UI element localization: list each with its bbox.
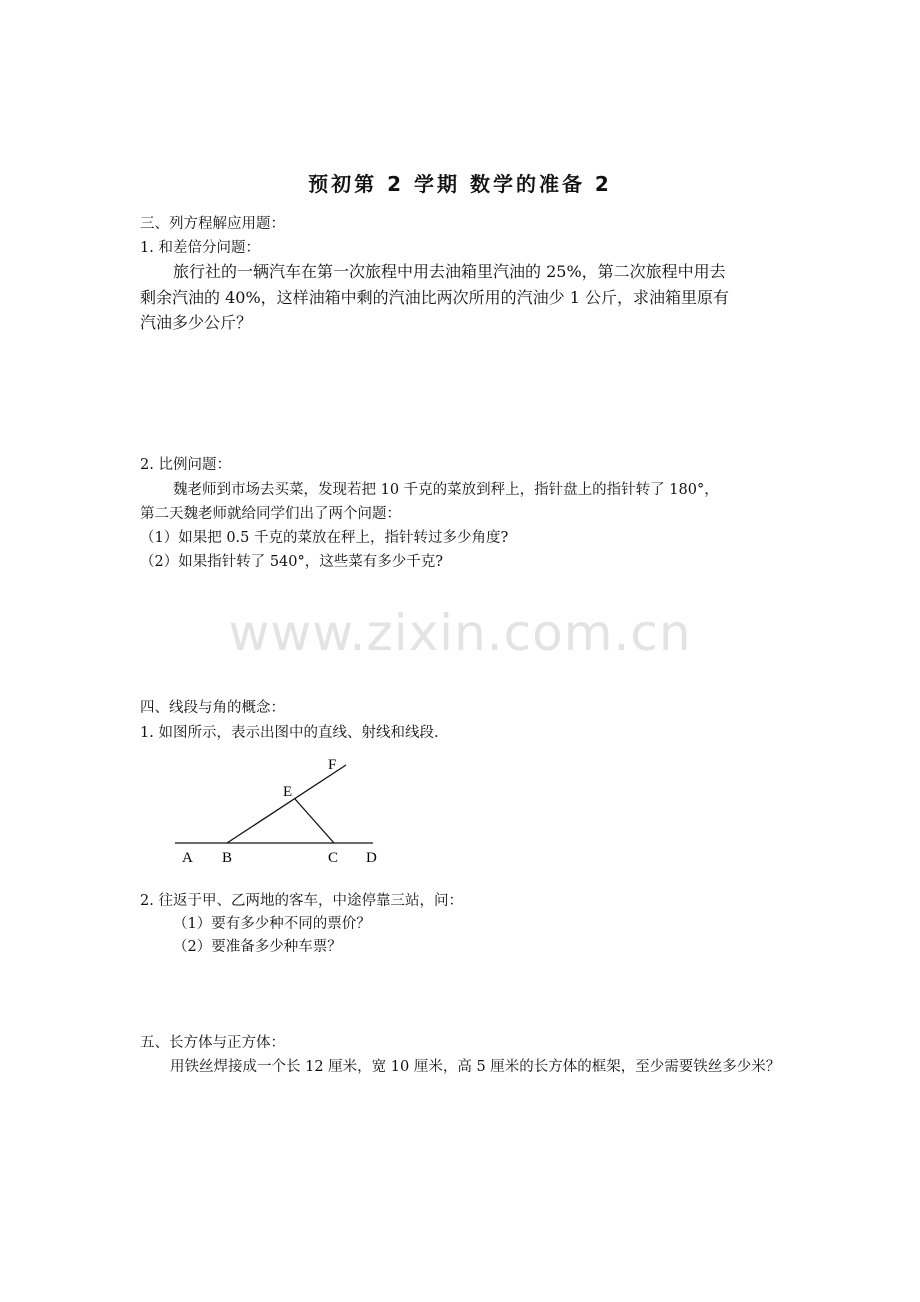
section-4-question-1: 1. 如图所示，表示出图中的直线、射线和线段.: [140, 725, 439, 741]
question-1-label: 1. 和差倍分问题：: [140, 240, 260, 256]
page-title: 预初第 2 学期 数学的准备 2: [308, 172, 612, 196]
question-2-sub-1: （1）如果把 0.5 千克的菜放在秤上，指针转过多少角度?: [140, 530, 509, 546]
section-4-question-2: 2. 往返于甲、乙两地的客车，中途停靠三站，问：: [140, 893, 463, 909]
geometry-figure: [168, 752, 398, 872]
section-4-question-2-sub-1: （1）要有多少种不同的票价？: [173, 916, 371, 932]
label-d: D: [366, 850, 377, 866]
question-2-label: 2. 比例问题：: [140, 457, 231, 473]
question-2-sub-2: （2）如果指针转了 540°，这些菜有多少千克?: [140, 554, 444, 570]
label-c: C: [328, 850, 339, 866]
geometry-diagram: [168, 752, 398, 876]
label-b: B: [222, 850, 233, 866]
question-2-line-2: 第二天魏老师就给同学们出了两个问题：: [140, 506, 401, 522]
section-5-heading: 五、长方体与正方体：: [140, 1035, 285, 1051]
question-1-line-3: 汽油多少公斤？: [140, 313, 253, 332]
watermark: www.zixin.com.cn: [228, 604, 692, 662]
section-5-question: 用铁丝焊接成一个长 12 厘米，宽 10 厘米，高 5 厘米的长方体的框架，至少需要铁丝多少米？: [170, 1059, 781, 1075]
label-a: A: [182, 850, 193, 866]
section-4-question-2-sub-2: （2）要准备多少种车票？: [173, 939, 342, 955]
ray-bf: [227, 765, 346, 843]
section-4-heading: 四、线段与角的概念：: [140, 700, 285, 716]
question-2-line-1: 魏老师到市场去买菜，发现若把 10 千克的菜放到秤上，指针盘上的指针转了 180°，: [173, 482, 719, 498]
section-3-heading: 三、列方程解应用题：: [140, 216, 285, 232]
label-e: E: [283, 784, 293, 800]
label-f: F: [328, 757, 337, 773]
segment-ec: [295, 799, 334, 843]
question-1-line-2: 剩余汽油的 40%，这样油箱中剩的汽油比两次所用的汽油少 1 公斤，求油箱里原有: [140, 288, 730, 307]
question-1-line-1: 旅行社的一辆汽车在第一次旅程中用去油箱里汽油的 25%，第二次旅程中用去: [173, 262, 726, 281]
